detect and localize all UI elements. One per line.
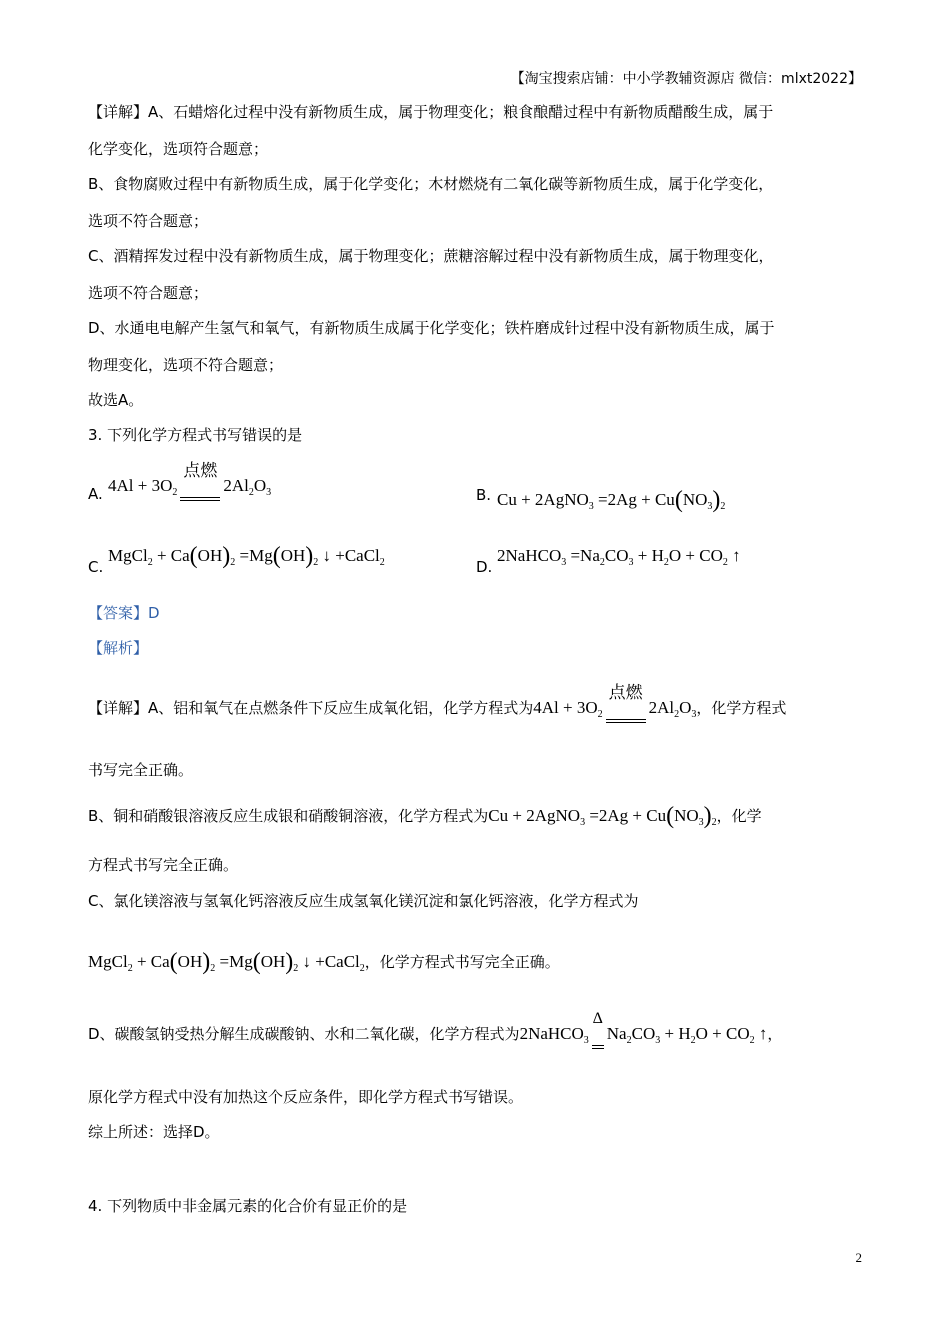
equation-option-c: MgCl$_2$ + $Ca(OH)_2 =Mg(OH)_2$ ↓ +CaCl$_2$: [108, 543, 385, 569]
q3-detail-d-cont: 原化学方程式中没有加热这个反应条件，即化学方程式书写错误。: [88, 1088, 524, 1106]
q3-stem: 3. 下列化学方程式书写错误的是: [88, 426, 303, 444]
option-label: C.: [88, 558, 104, 576]
equation-detail-d: 2NaHCO$_3$ Δ $Na_2CO_3 + H_2O + CO_2$ ↑: [519, 1010, 768, 1046]
equation-detail-a: $4Al + 3O_2$ 点燃 $2Al_2O_3$: [533, 683, 697, 720]
q2-detail-line: 选项不符合题意；: [88, 284, 209, 302]
q3-option-c: [88, 558, 103, 576]
q2-detail-line: C、酒精挥发过程中没有新物质生成，属于物理变化；蔗糖溶解过程中没有新物质生成，属于物理变化，: [88, 247, 774, 265]
option-label: D.: [476, 558, 493, 576]
page-number: 2: [855, 1250, 862, 1265]
equation-option-b: Cu + 2AgNO$_3$ $=2Ag + Cu(NO_3)_2$: [497, 487, 726, 513]
detail-d-prefix: D、碳酸氢钠受热分解生成碳酸钠、水和二氧化碳，化学方程式为: [88, 1025, 520, 1043]
q3-option-b: [476, 486, 491, 504]
detail-b-prefix: B、铜和硝酸银溶液反应生成银和硝酸铜溶液，化学方程式为: [88, 807, 489, 825]
page-header: 【淘宝搜索店铺：中小学教辅资源店 微信：mlxt2022】: [510, 71, 862, 87]
q3-option-a: [88, 485, 103, 503]
equation-detail-c: MgCl$_2$ + $Ca(OH)_2 =Mg(OH)_2$ ↓ +CaCl$_2$: [88, 949, 365, 975]
detail-b-suffix: ，化学: [716, 807, 762, 825]
option-label: A.: [88, 485, 103, 503]
q2-detail-line: 物理变化，选项不符合题意；: [88, 356, 284, 374]
q3-detail-b-cont: 方程式书写完全正确。: [88, 856, 239, 874]
detail-a-prefix: 【详解】A、铝和氧气在点燃条件下反应生成氧化铝，化学方程式为: [88, 699, 534, 717]
q2-conclusion: 故选A。: [88, 391, 144, 409]
answer-label: 【答案】D: [88, 604, 160, 622]
condition-ignite: 点燃: [608, 683, 643, 703]
q3-summary: 综上所述：选择D。: [88, 1123, 220, 1141]
q3-option-d: [476, 558, 492, 576]
q2-detail-line: 化学变化，选项符合题意；: [88, 140, 269, 158]
condition-ignite: 点燃: [183, 461, 218, 481]
equation-detail-b: Cu + 2AgNO$_3$ $=2Ag + Cu(NO_3)_2$: [488, 803, 717, 829]
q3-detail-a: [88, 683, 787, 725]
option-label: B.: [476, 486, 492, 504]
q2-detail-line: 选项不符合题意；: [88, 212, 209, 230]
equation-option-a: $4Al + 3O_2$ 点燃 $2Al_2O_3$: [108, 476, 271, 498]
q3-detail-a-cont: 书写完全正确。: [88, 761, 194, 779]
q2-detail-line: 【详解】A、石蜡熔化过程中没有新物质生成，属于物理变化；粮食酿醋过程中有新物质醋酸生成，属于: [88, 103, 774, 121]
q2-detail-line: D、水通电电解产生氢气和氧气，有新物质生成属于化学变化；铁杵磨成针过程中没有新物质生成，属于: [88, 319, 775, 337]
condition-heat: Δ: [592, 1010, 603, 1027]
equation-option-d: 2NaHCO$_3$ $=Na_2CO_3 + H_2O + CO_2$ ↑: [497, 546, 741, 568]
detail-d-suffix: ，: [767, 1025, 783, 1043]
q3-detail-c-eq: [88, 949, 560, 979]
q3-detail-b: [88, 803, 762, 833]
q3-detail-c: C、氯化镁溶液与氢氧化钙溶液反应生成氢氧化镁沉淀和氯化钙溶液，化学方程式为: [88, 892, 639, 910]
q2-detail-line: B、食物腐败过程中有新物质生成，属于化学变化；木材燃烧有二氧化碳等新物质生成，属于化学变化，: [88, 175, 774, 193]
detail-a-suffix: ，化学方程式: [696, 699, 787, 717]
analysis-label: 【解析】: [88, 639, 149, 657]
q4-stem: 4. 下列物质中非金属元素的化合价有显正价的是: [88, 1197, 408, 1215]
detail-c-suffix: ，化学方程式书写完全正确。: [364, 953, 560, 971]
q3-detail-d: [88, 1010, 783, 1051]
